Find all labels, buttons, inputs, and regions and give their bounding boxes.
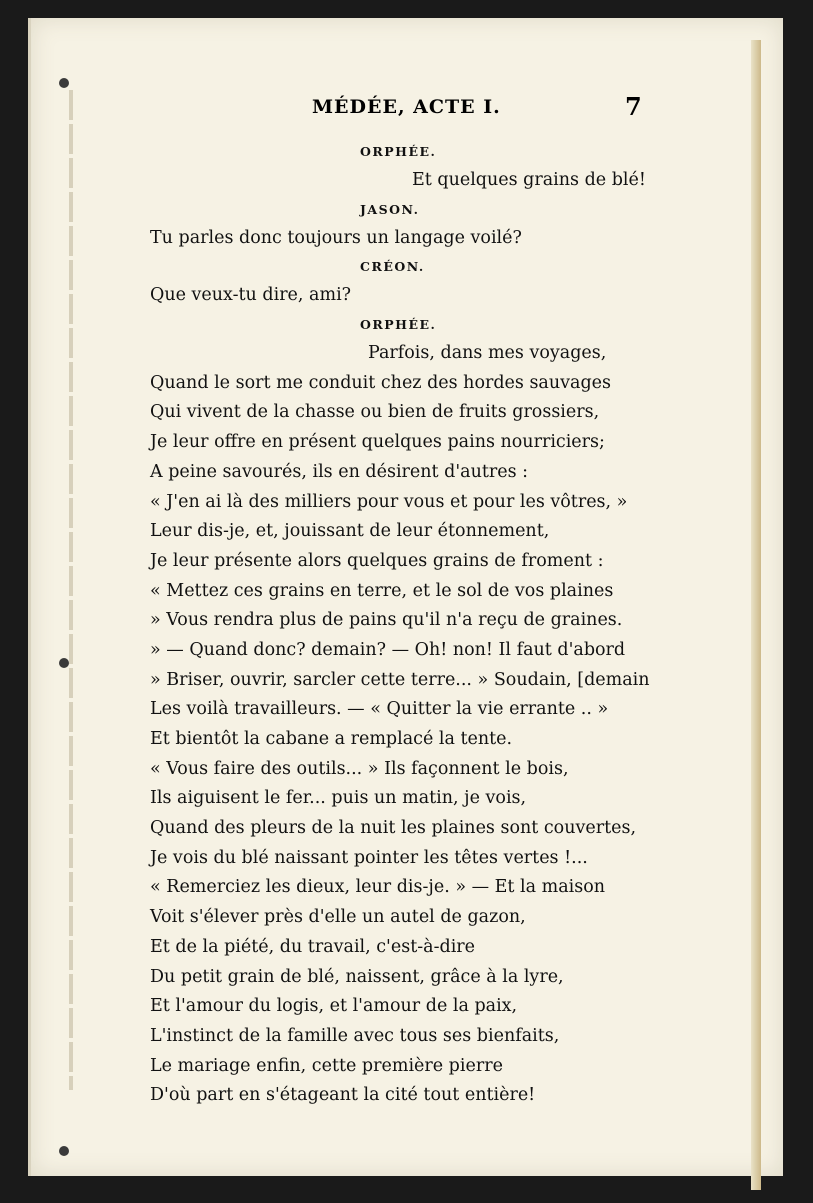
verse-line: « J'en ai là des milliers pour vous et pour les vôtres, »: [150, 491, 628, 512]
speaker-name: ORPHÉE.: [360, 144, 437, 159]
verse-line: Quand des pleurs de la nuit les plaines sont couvertes,: [150, 818, 637, 839]
verse-line: Je leur présente alors quelques grains de froment :: [150, 550, 604, 571]
running-title: MÉDÉE, ACTE I.: [312, 96, 501, 118]
page-edge: [751, 40, 761, 1190]
verse-line: Les voilà travailleurs. — « Quitter la vie errante .. »: [150, 699, 609, 720]
speaker-name: ORPHÉE.: [360, 317, 437, 333]
verse-line: Quand le sort me conduit chez des hordes sauvages: [150, 372, 611, 393]
binding-thread-bottom: [59, 1146, 69, 1156]
verse-line: Que veux-tu dire, ami?: [150, 285, 352, 306]
verse-line: Tu parles donc toujours un langage voilé?: [150, 227, 522, 248]
verse-line: Ils aiguisent le fer... puis un matin, je vois,: [150, 788, 527, 809]
verse-line: A peine savourés, ils en désirent d'autres :: [150, 461, 529, 482]
verse-line: Et quelques grains de blé!: [412, 170, 646, 190]
play-text: [150, 138, 750, 1111]
verse-line: D'où part en s'étageant la cité tout entière!: [150, 1085, 536, 1106]
verse-line: Voit s'élever près d'elle un autel de gazon,: [150, 907, 526, 928]
verse-line: Parfois, dans mes voyages,: [368, 343, 607, 364]
verse-line: Et bientôt la cabane a remplacé la tente.: [150, 729, 513, 749]
speaker-name: CRÉON.: [360, 259, 425, 275]
verse-line: L'instinct de la famille avec tous ses bienfaits,: [150, 1025, 560, 1046]
verse-line: Je vois du blé naissant pointer les têtes vertes !...: [150, 847, 588, 868]
verse-line: Et de la piété, du travail, c'est-à-dire: [150, 936, 476, 957]
verse-line: « Remerciez les dieux, leur dis-je. » — Et la maison: [150, 877, 606, 898]
verse-line: Et l'amour du logis, et l'amour de la paix,: [150, 996, 518, 1017]
binding-stitch: [69, 90, 73, 1090]
binding-thread-middle: [59, 658, 69, 668]
verse-line: Le mariage enfin, cette première pierre: [150, 1055, 503, 1076]
verse-line: Qui vivent de la chasse ou bien de fruits grossiers,: [150, 402, 600, 423]
page-number: 7: [625, 92, 643, 121]
verse-line: « Vous faire des outils... » Ils façonnent le bois,: [150, 758, 569, 779]
verse-line: Leur dis-je, et, jouissant de leur étonnement,: [150, 521, 550, 542]
verse-line: Je leur offre en présent quelques pains nourriciers;: [150, 432, 605, 453]
verse-line: Du petit grain de blé, naissent, grâce à la lyre,: [150, 966, 564, 987]
verse-line: « Mettez ces grains en terre, et le sol de vos plaines: [150, 580, 614, 601]
binding-thread-top: [59, 78, 69, 88]
verse-line: » — Quand donc? demain? — Oh! non! Il faut d'abord: [150, 639, 626, 660]
speaker-name: JASON.: [360, 201, 420, 217]
verse-line: » Vous rendra plus de pains qu'il n'a reçu de graines.: [150, 610, 623, 631]
verse-line: » Briser, ouvrir, sarcler cette terre... » Soudain, [demain: [150, 669, 650, 690]
